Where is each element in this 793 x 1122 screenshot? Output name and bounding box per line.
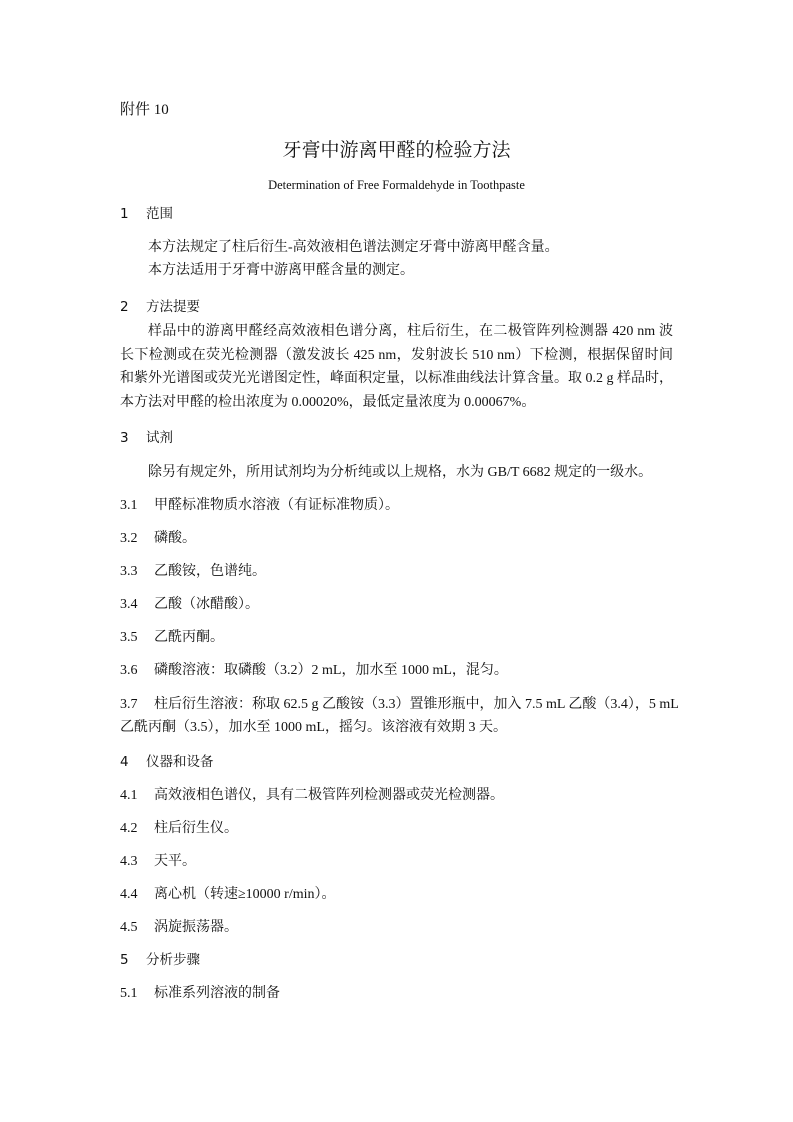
- document-title: 牙膏中游离甲醛的检验方法: [282, 139, 511, 161]
- list-item: 3.2 磷酸。: [120, 531, 196, 546]
- list-item: 3.4 乙酸（冰醋酸）。: [120, 597, 259, 612]
- attachment-label: 附件 10: [120, 102, 169, 118]
- section-heading-1: 1 范围: [120, 206, 173, 222]
- paragraph: 除另有规定外，所用试剂均为分析纯或以上规格，水为 GB/T 6682 规定的一级水。: [148, 465, 653, 480]
- paragraph: 本方法规定了柱后衍生-高效液相色谱法测定牙膏中游离甲醛含量。: [148, 240, 559, 255]
- list-item: 3.1 甲醛标准物质水溶液（有证标准物质）。: [120, 498, 399, 513]
- list-item: 3.7 柱后衍生溶液：称取 62.5 g 乙酸铵（3.3）置锥形瓶中，加入 7.5 mL 乙酸（3.4），5 mL: [120, 697, 679, 712]
- section-heading-4: 4 仪器和设备: [120, 754, 214, 770]
- paragraph: 本方法适用于牙膏中游离甲醛含量的测定。: [148, 263, 414, 278]
- list-item: 3.3 乙酸铵，色谱纯。: [120, 564, 266, 579]
- list-item: 4.5 涡旋振荡器。: [120, 920, 238, 935]
- list-item: 4.2 柱后衍生仪。: [120, 821, 238, 836]
- list-item: 5.1 标准系列溶液的制备: [120, 986, 280, 1001]
- section-heading-2: 2 方法提要: [120, 299, 200, 315]
- paragraph: 样品中的游离甲醛经高效液相色谱分离，柱后衍生，在二极管阵列检测器 420 nm 波长下检测或在荧光检测器（激发波长 425 nm，发射波长 510 nm）下检测，根据保留时间和紫外光谱图或荧光光谱图定性，峰面积定量，以标准曲线法计算含量。取 0.2 g 样品时，本方法对甲醛的检出浓度为 0.00020%，最低定量浓度为 0.00067%。: [120, 324, 673, 410]
- list-item: 4.1 高效液相色谱仪，具有二极管阵列检测器或荧光检测器。: [120, 788, 504, 803]
- list-item: 3.6 磷酸溶液：取磷酸（3.2）2 mL，加水至 1000 mL，混匀。: [120, 663, 508, 678]
- section-heading-5: 5 分析步骤: [120, 952, 200, 968]
- list-item: 4.4 离心机（转速≥10000 r/min）。: [120, 887, 336, 902]
- list-item: 3.5 乙酰丙酮。: [120, 630, 224, 645]
- document-subtitle: Determination of Free Formaldehyde in Toothpaste: [268, 178, 525, 192]
- list-item-continuation: 乙酰丙酮（3.5），加水至 1000 mL，摇匀。该溶液有效期 3 天。: [120, 720, 507, 735]
- section-heading-3: 3 试剂: [120, 430, 173, 446]
- list-item: 4.3 天平。: [120, 854, 196, 869]
